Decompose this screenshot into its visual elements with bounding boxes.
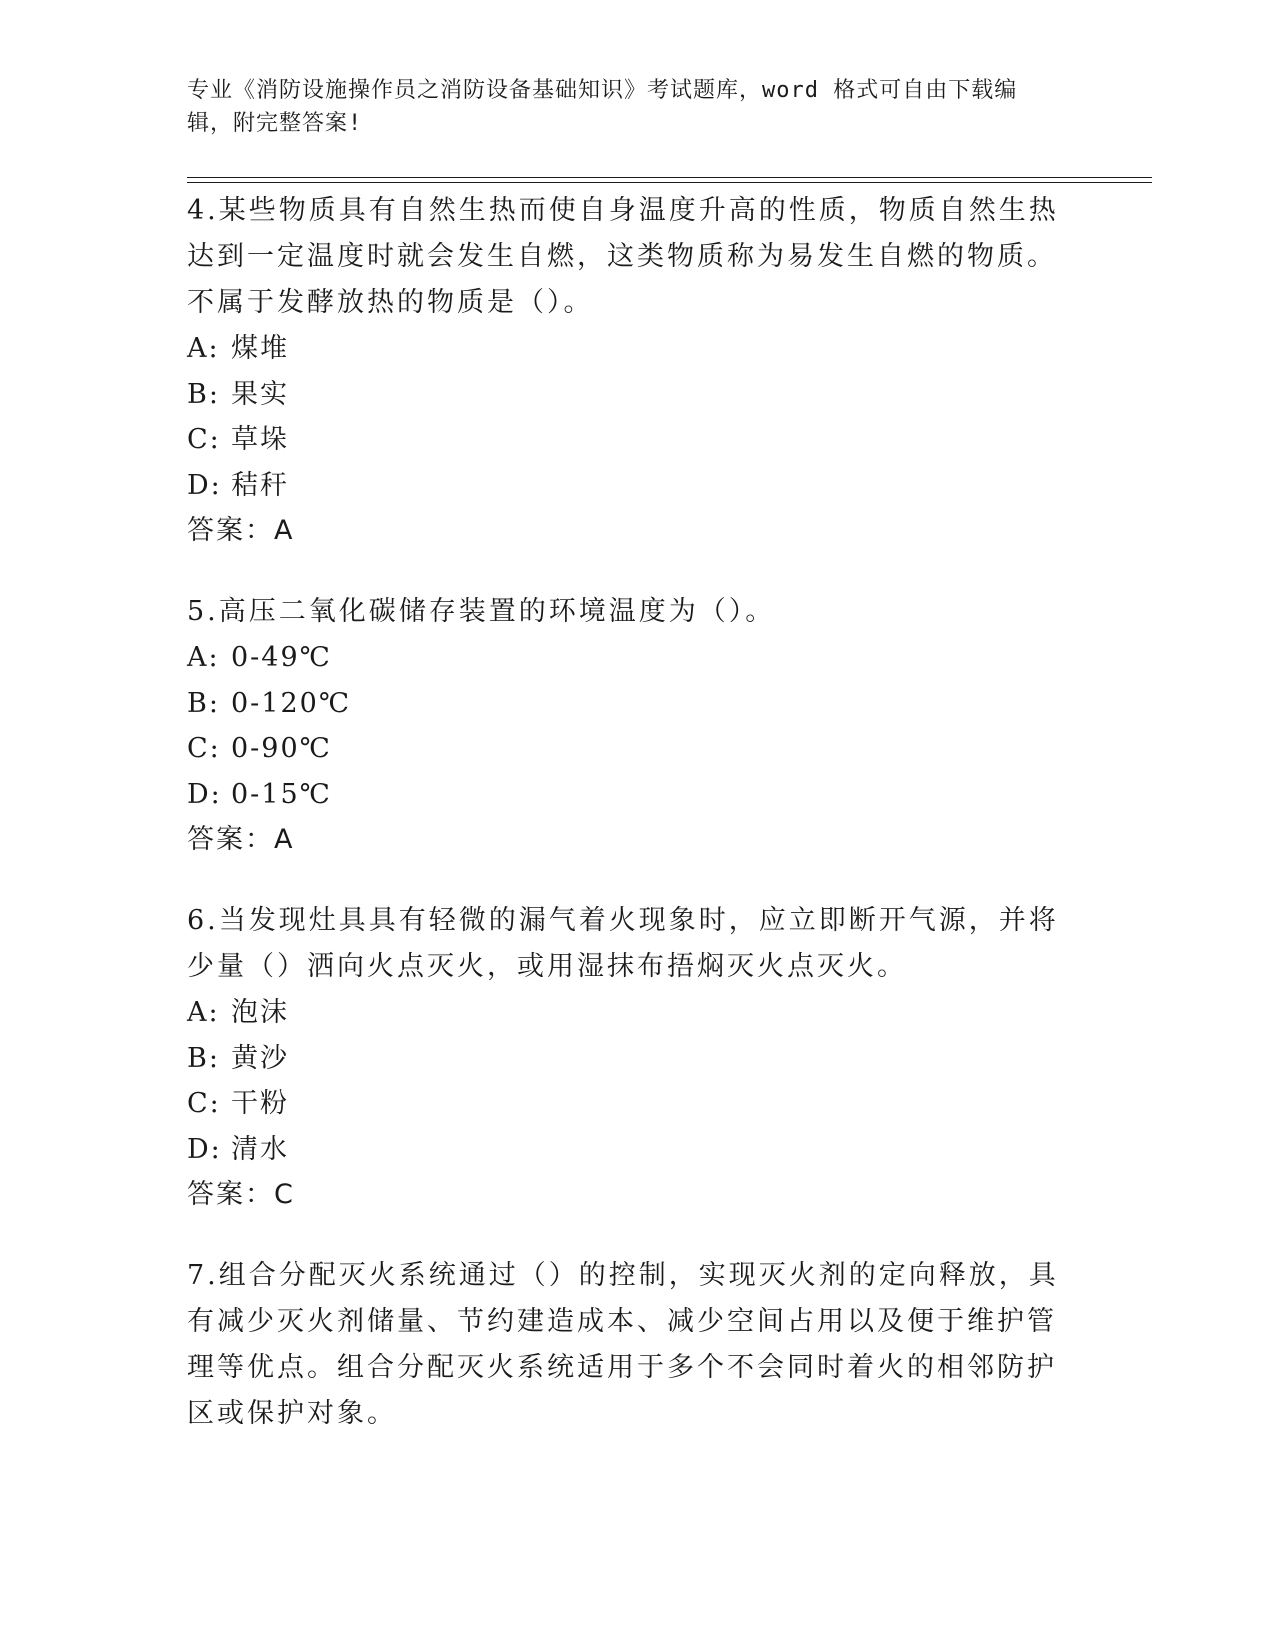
option-label: B: xyxy=(187,687,220,719)
option-text: 0-49℃ xyxy=(231,642,332,673)
option-text: 草垛 xyxy=(231,424,289,455)
document-header xyxy=(187,74,1067,140)
option-text: 果实 xyxy=(231,378,289,410)
header-divider-bottom xyxy=(187,182,1152,183)
answer-line: 答案：C xyxy=(187,1179,295,1210)
question-text: 5.高压二氧化碳储存装置的环境温度为（）。 xyxy=(187,596,776,627)
option-b xyxy=(187,1036,1067,1082)
option-c xyxy=(187,417,1067,463)
question-text: 4.某些物质具有自然生热而使自身温度升高的性质，物质自然生热达到一定温度时就会发生自燃，这类物质称为易发生自燃的物质。不属于发酵放热的物质是（）。 xyxy=(187,195,1059,318)
option-label: A: xyxy=(187,333,220,364)
option-text: 清水 xyxy=(231,1133,289,1165)
question-7 xyxy=(187,1253,1067,1437)
option-label: D: xyxy=(187,469,222,501)
answer-line: 答案：A xyxy=(187,515,295,546)
option-text: 煤堆 xyxy=(231,333,289,364)
option-label: A: xyxy=(187,642,220,673)
option-c xyxy=(187,1081,1067,1127)
option-label: A: xyxy=(187,997,220,1028)
option-text: 干粉 xyxy=(231,1088,289,1119)
question-list xyxy=(187,188,1067,1472)
header-divider-top xyxy=(187,177,1152,178)
option-d xyxy=(187,463,1067,509)
question-4 xyxy=(187,188,1067,554)
question-5 xyxy=(187,589,1067,863)
answer-line: 答案：A xyxy=(187,824,295,855)
option-text: 0-90℃ xyxy=(231,733,332,764)
option-d xyxy=(187,1127,1067,1173)
option-text: 泡沫 xyxy=(231,997,289,1028)
option-b xyxy=(187,372,1067,418)
option-d xyxy=(187,772,1067,818)
option-label: D: xyxy=(187,1133,222,1165)
question-6 xyxy=(187,898,1067,1218)
option-text: 黄沙 xyxy=(231,1042,289,1074)
option-a xyxy=(187,326,1067,372)
option-label: C: xyxy=(187,1088,221,1119)
option-a xyxy=(187,990,1067,1036)
option-a xyxy=(187,635,1067,681)
option-label: B: xyxy=(187,378,220,410)
option-text: 0-120℃ xyxy=(231,687,352,719)
header-line-1: 专业《消防设施操作员之消防设备基础知识》考试题库，word 格式可自由下载编 xyxy=(187,78,1018,103)
option-text: 0-15℃ xyxy=(231,778,332,810)
question-text: 7.组合分配灭火系统通过（）的控制，实现灭火剂的定向释放，具有减少灭火剂储量、节约建造成本、减少空间占用以及便于维护管理等优点。组合分配灭火系统适用于多个不会同时着火的相邻防护区或保护对象。 xyxy=(187,1260,1059,1429)
option-label: C: xyxy=(187,733,221,764)
option-label: B: xyxy=(187,1042,220,1074)
question-text: 6.当发现灶具具有轻微的漏气着火现象时，应立即断开气源，并将少量（）洒向火点灭火，或用湿抹布捂焖灭火点灭火。 xyxy=(187,905,1059,982)
option-b xyxy=(187,681,1067,727)
option-text: 秸秆 xyxy=(231,469,289,501)
option-label: D: xyxy=(187,778,222,810)
option-c xyxy=(187,726,1067,772)
header-line-2: 辑，附完整答案! xyxy=(187,111,363,136)
option-label: C: xyxy=(187,424,221,455)
